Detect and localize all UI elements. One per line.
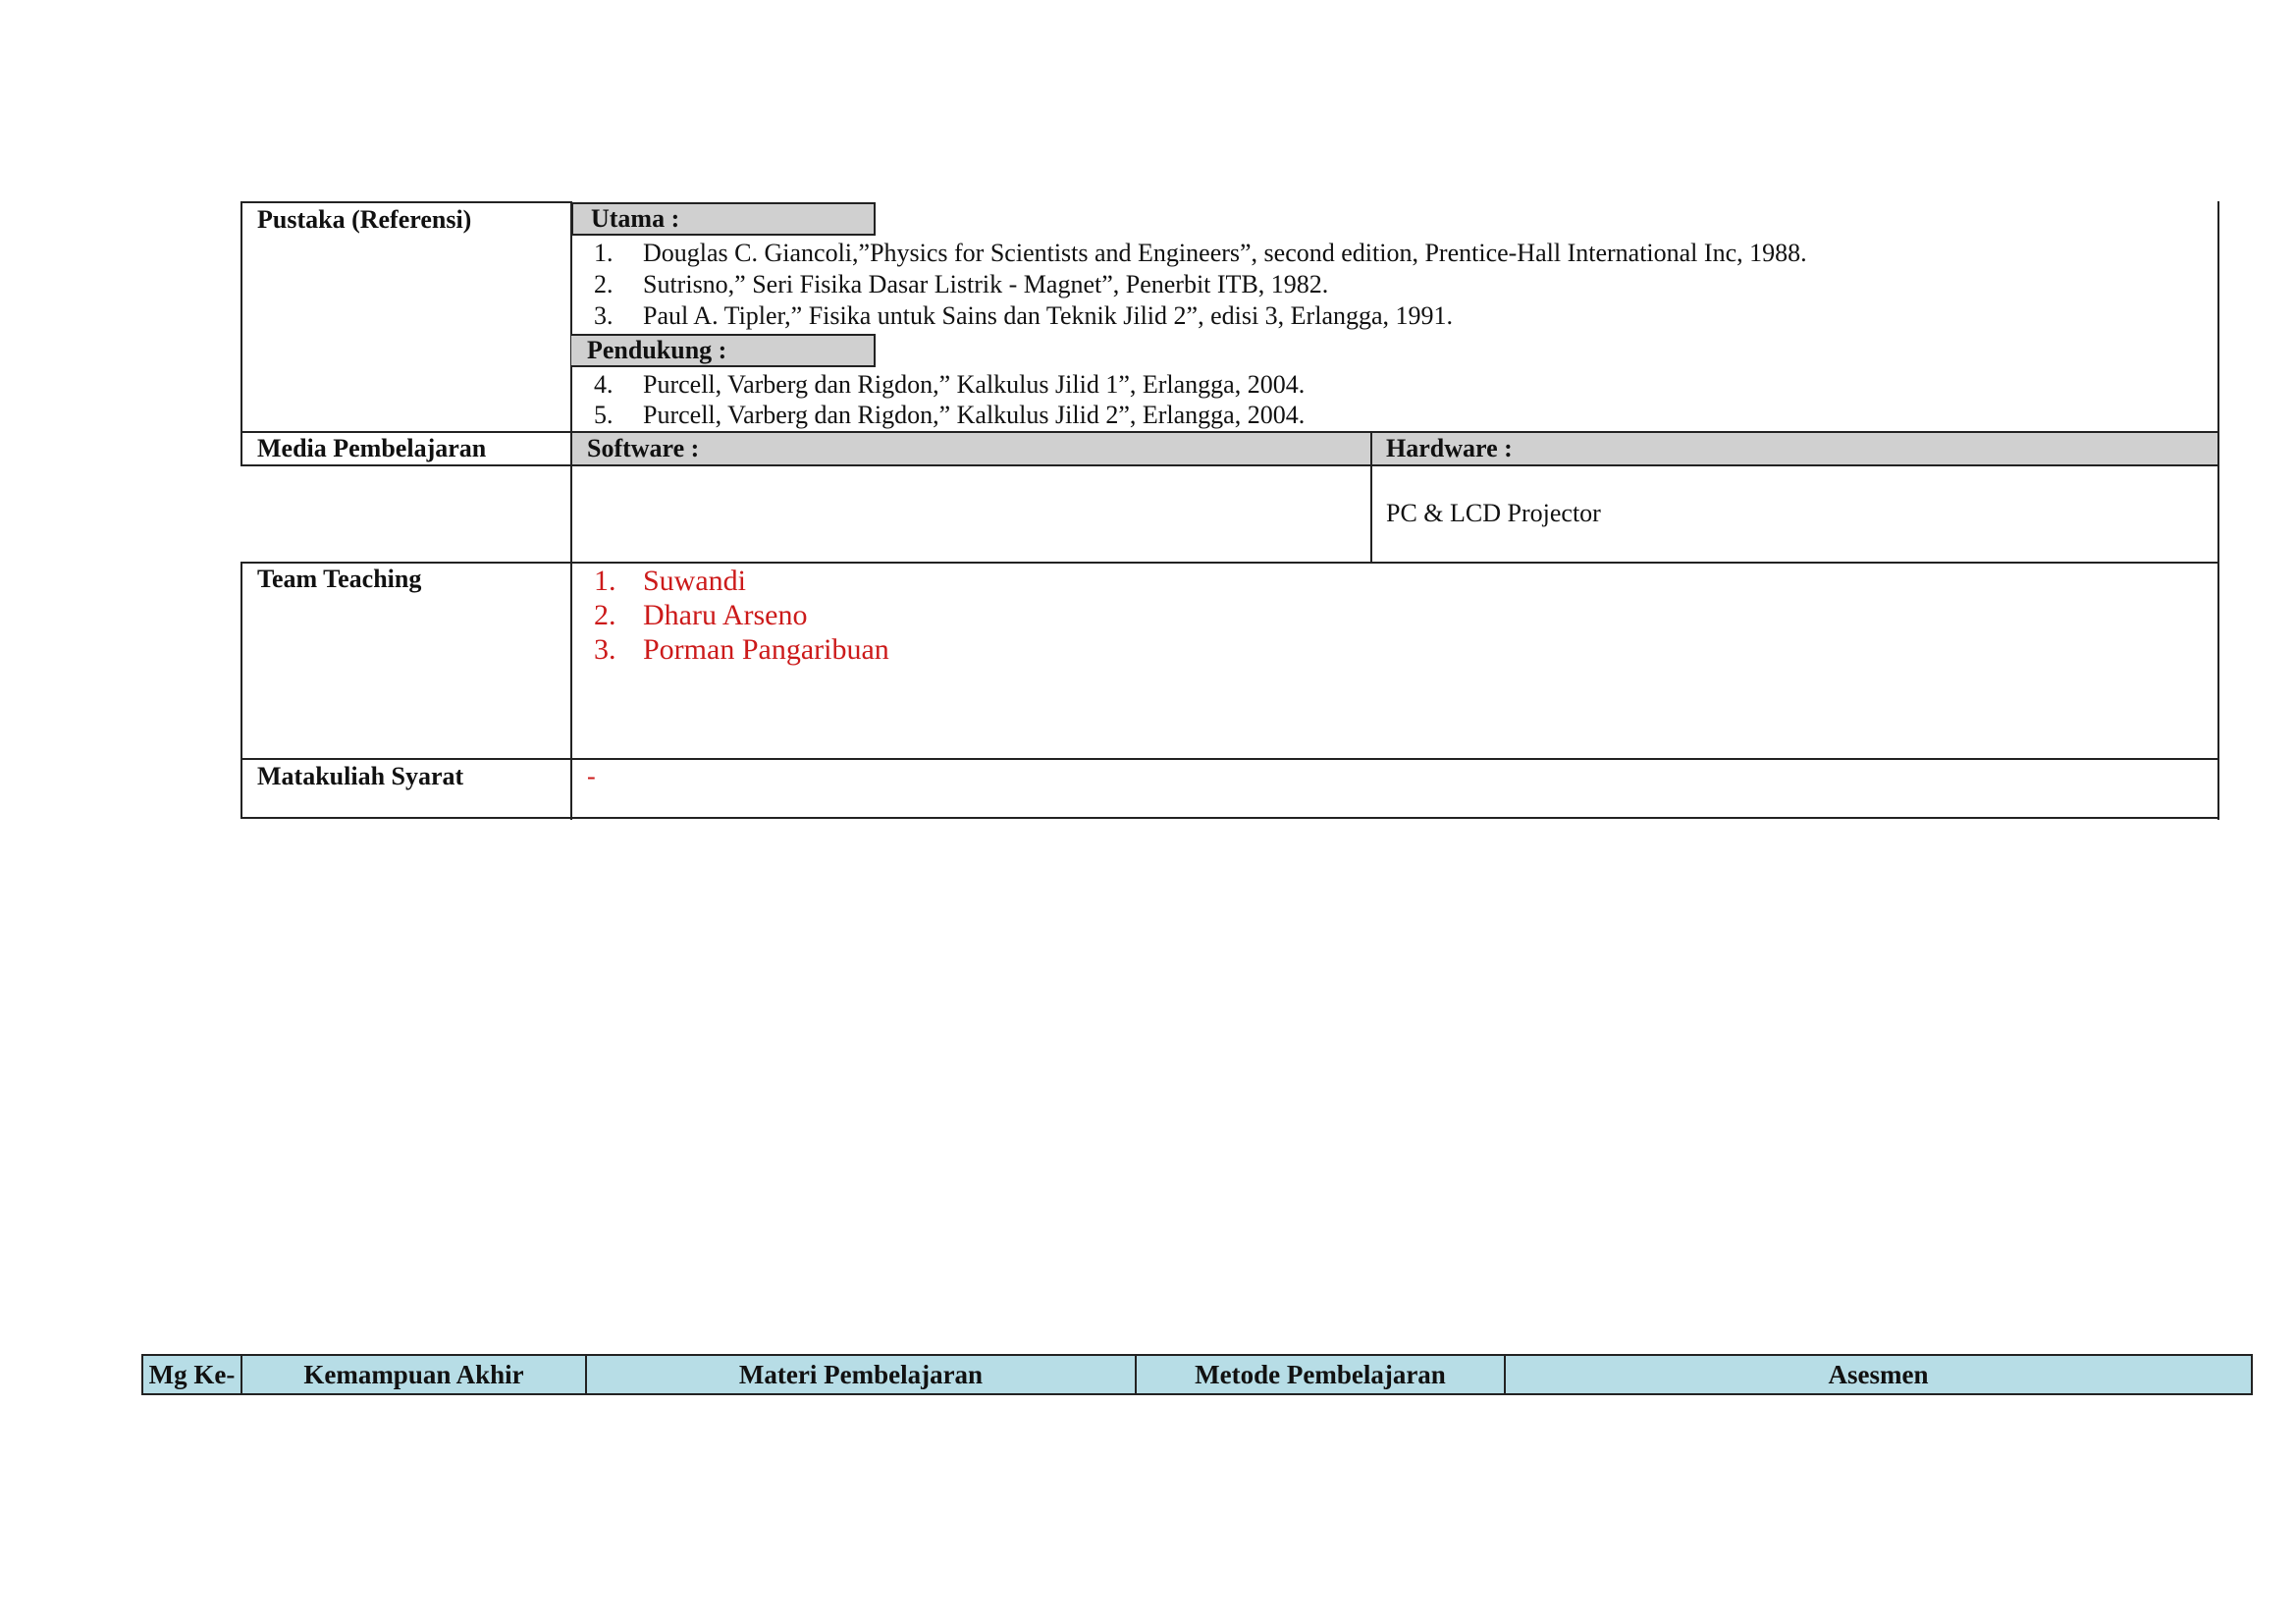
software-label: Software : [587, 434, 700, 462]
team-label: Team Teaching [257, 565, 422, 593]
column-header-final-ability: Kemampuan Akhir [242, 1355, 587, 1394]
prerequisite-value: - [587, 762, 596, 790]
hardware-value: PC & LCD Projector [1386, 499, 1601, 527]
references-label: Pustaka (Referensi) [257, 205, 472, 234]
support-references-heading: Pendukung : [587, 336, 727, 364]
hardware-label: Hardware : [1386, 434, 1513, 462]
main-references-heading: Utama : [591, 204, 680, 233]
column-header-assessment: Asesmen [1828, 1360, 1929, 1389]
column-header-learning-material: Materi Pembelajaran [587, 1355, 1137, 1394]
column-header-learning-method: Metode Pembelajaran [1137, 1355, 1506, 1394]
column-header-week: Mg Ke- [143, 1355, 242, 1394]
media-label: Media Pembelajaran [257, 434, 487, 462]
prerequisite-label: Matakuliah Syarat [257, 762, 464, 790]
